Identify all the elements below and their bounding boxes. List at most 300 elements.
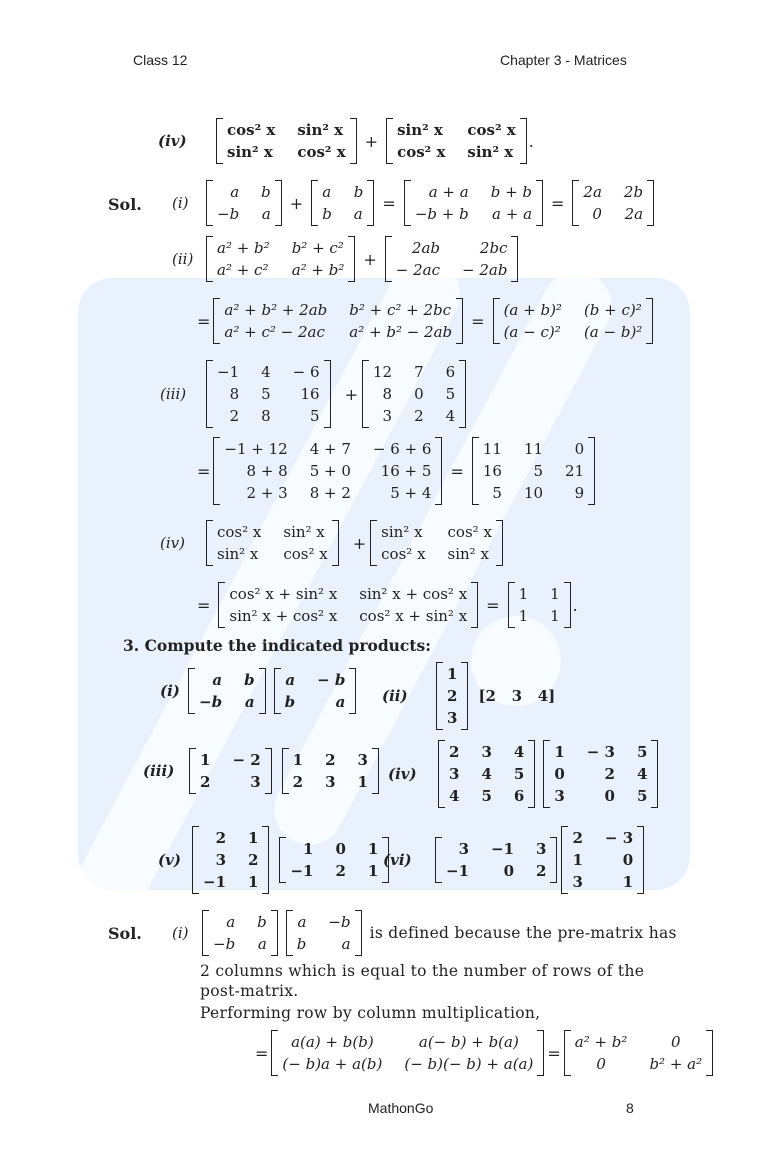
matrix-cell: 12 (372, 363, 393, 381)
sol3-i-line (172, 910, 677, 956)
bracket-right (372, 748, 379, 794)
matrix (435, 837, 557, 883)
matrix-cell: 5 (513, 765, 525, 783)
bracket-left (436, 662, 443, 730)
item-label: (iii) (143, 762, 175, 780)
matrix-cell: b² + c² (291, 239, 344, 257)
matrix-cell: a(a) + b(b) (291, 1033, 374, 1051)
matrix-cell: cos² x (283, 545, 328, 563)
matrix-cell: 4 (445, 407, 456, 425)
matrix (274, 668, 357, 714)
matrix-cell: 2 (325, 751, 336, 769)
bracket-left (282, 748, 289, 794)
q3-i-line (160, 668, 358, 714)
plus-operator: + (364, 131, 379, 151)
bracket-left (362, 360, 369, 428)
matrix-cell: − 2 (232, 751, 261, 769)
matrix-cell: cos² x (381, 545, 426, 563)
matrix-cell: 2 (604, 765, 615, 783)
bracket-left (216, 118, 223, 164)
matrix-cell: 3 (215, 851, 227, 869)
matrix-cell: b² + c² + 2bc (349, 301, 452, 319)
matrix-cell: −b (217, 205, 240, 223)
bracket-right (647, 180, 654, 226)
matrix (279, 837, 389, 883)
matrix-cell: a (335, 693, 346, 711)
matrix-cell: 0 (414, 385, 424, 403)
matrix-grid (369, 360, 459, 428)
q3-vi-line (383, 826, 646, 894)
bracket-right (456, 298, 463, 344)
page-number: 8 (626, 1100, 634, 1116)
matrix-cell: − 3 (604, 829, 634, 847)
sol-iii-line (160, 360, 468, 428)
matrix-cell: a² + b² (574, 1033, 628, 1051)
matrix-cell: sin² x (297, 121, 344, 139)
matrix-grid (568, 826, 637, 894)
matrix (508, 582, 571, 628)
sol-ii-result-line (196, 298, 655, 344)
matrix-cell: 1 (292, 751, 304, 769)
matrix-grid (500, 298, 647, 344)
matrix (311, 180, 374, 226)
plus-operator: + (344, 384, 358, 404)
matrix-cell: cos² x (297, 143, 346, 161)
matrix-grid (213, 180, 275, 226)
bracket-left (572, 180, 579, 226)
matrix-grid (223, 118, 350, 164)
bracket-right (367, 180, 374, 226)
matrix (436, 662, 468, 730)
matrix (543, 740, 658, 808)
matrix-cell: 11 (523, 440, 544, 458)
bracket-right (637, 826, 644, 894)
row-matrix: [2 3 4] (478, 687, 556, 705)
matrix-cell: 0 (592, 205, 602, 223)
matrix-cell: (a − b)² (583, 323, 643, 341)
bracket-right (496, 520, 503, 566)
bracket-right (651, 740, 658, 808)
matrix-cell: cos² x (467, 121, 516, 139)
matrix-cell: a² + b² + 2ab (224, 301, 328, 319)
matrix-cell: 1 (200, 751, 211, 769)
matrix-cell: cos² x + sin² x (229, 585, 338, 603)
matrix-cell: 4 + 7 (309, 440, 351, 458)
bracket-right (520, 118, 527, 164)
matrix-cell: 5 + 0 (309, 462, 351, 480)
matrix-cell: −1 (203, 873, 227, 891)
plus-operator: + (352, 533, 367, 553)
matrix-cell: 2 (200, 773, 211, 791)
question-3-title: 3. Compute the indicated products: (123, 636, 431, 655)
matrix-cell: 2 (229, 407, 240, 425)
plus-operator: + (289, 193, 304, 213)
matrix-cell: 6 (513, 787, 525, 805)
matrix-cell: 0 (554, 765, 565, 783)
sol3-i-result-line (254, 1030, 715, 1076)
matrix-cell: (a − c)² (503, 323, 561, 341)
matrix-grid (571, 1030, 706, 1076)
matrix-cell: a (226, 913, 236, 931)
matrix-cell: 0 (335, 840, 346, 858)
matrix-cell: 11 (482, 440, 502, 458)
matrix-cell: 2 (335, 862, 346, 880)
matrix-grid (213, 520, 332, 566)
bracket-left (279, 837, 286, 883)
matrix-cell: 2 + 3 (246, 484, 288, 502)
matrix-grid (289, 748, 372, 794)
matrix-cell: 0 (574, 440, 585, 458)
matrix-cell: 0 (503, 862, 515, 880)
matrix-cell: 16 (300, 385, 320, 403)
solution-label: Sol. (108, 924, 142, 943)
matrix (206, 360, 331, 428)
item-label: (i) (172, 924, 189, 942)
matrix-cell: cos² x (227, 121, 276, 139)
matrix (206, 520, 339, 566)
bracket-right (265, 748, 272, 794)
matrix-grid (443, 662, 461, 730)
matrix (206, 180, 282, 226)
matrix-cell: sin² x (227, 143, 273, 161)
bracket-left (386, 118, 393, 164)
sol-ii-line (172, 236, 520, 282)
matrix-cell: a (285, 671, 296, 689)
matrix-cell: 0 (604, 787, 615, 805)
bracket-right (271, 910, 278, 956)
bracket-left (385, 236, 392, 282)
matrix-grid (220, 437, 435, 505)
matrix-cell: b (244, 671, 255, 689)
matrix-cell: (a + b)² (503, 301, 562, 319)
matrix-grid (195, 668, 259, 714)
matrix-cell: b (261, 183, 271, 201)
q3-ii-line (382, 662, 555, 730)
matrix (213, 437, 442, 505)
header-chapter: Chapter 3 - Matrices (500, 52, 627, 68)
equals-operator: = (486, 595, 500, 615)
matrix-cell: 2 (248, 851, 259, 869)
bracket-left (311, 180, 318, 226)
matrix-cell: 1 (303, 840, 314, 858)
matrix (192, 826, 269, 894)
bracket-left (213, 298, 220, 344)
sol-iv-line (160, 520, 505, 566)
matrix-cell: 16 + 5 (380, 462, 432, 480)
bracket-right (459, 360, 466, 428)
matrix-cell: 5 (481, 787, 492, 805)
matrix-cell: 9 (574, 484, 585, 502)
bracket-right (550, 837, 557, 883)
matrix-cell: sin² x (381, 523, 423, 541)
matrix-cell: −1 + 12 (224, 440, 288, 458)
matrix-cell: 1 (622, 873, 634, 891)
matrix-cell: 8 + 8 (246, 462, 288, 480)
equals-operator: = (197, 311, 211, 331)
item-label: (vi) (383, 851, 412, 869)
bracket-left (271, 1030, 278, 1076)
bracket-right (536, 180, 543, 226)
bracket-right (646, 298, 653, 344)
matrix-cell: 1 (248, 829, 259, 847)
equals-operator: = (547, 1043, 561, 1063)
matrix-cell: 21 (565, 462, 585, 480)
bracket-left (438, 740, 445, 808)
bracket-right (435, 437, 442, 505)
matrix-cell: a (261, 205, 271, 223)
matrix-cell: 5 (445, 385, 456, 403)
matrix-cell: 0 (671, 1033, 681, 1051)
matrix-cell: 4 (449, 787, 460, 805)
bracket-left (543, 740, 550, 808)
matrix-cell: b² + a² (649, 1055, 703, 1073)
matrix-cell: 1 (367, 862, 379, 880)
matrix-cell: 2ab (411, 239, 441, 257)
matrix-cell: b + b (490, 183, 533, 201)
matrix-cell: 3 (536, 840, 547, 858)
bracket-left (493, 298, 500, 344)
matrix-grid (281, 668, 350, 714)
matrix-cell: 3 (357, 751, 368, 769)
matrix-cell: 8 (382, 385, 393, 403)
matrix-cell: a² + c² (217, 261, 269, 279)
matrix-cell: b (284, 693, 296, 711)
explanation-text: 2 columns which is equal to the number of rows of the (200, 962, 645, 980)
matrix-cell: 2a (583, 183, 602, 201)
matrix-grid (209, 910, 271, 956)
item-label: (iii) (160, 385, 187, 403)
matrix-cell: a (341, 935, 351, 953)
matrix-cell: a(− b) + b(a) (418, 1033, 519, 1051)
item-label: (iv) (160, 534, 185, 552)
matrix-cell: sin² x (217, 545, 259, 563)
matrix-cell: 1 (357, 773, 368, 791)
matrix-cell: a (297, 913, 307, 931)
bracket-left (472, 437, 479, 505)
matrix-cell: 1 (550, 585, 560, 603)
bracket-left (213, 437, 220, 505)
matrix-cell: sin² x (283, 523, 325, 541)
matrix-cell: a (212, 671, 223, 689)
bracket-left (561, 826, 568, 894)
matrix (370, 520, 503, 566)
matrix (188, 668, 266, 714)
period: . (528, 131, 534, 151)
matrix-cell: 5 (492, 484, 502, 502)
matrix-cell: −b (328, 913, 351, 931)
matrix-cell: a (257, 935, 267, 953)
matrix-grid (445, 740, 528, 808)
bracket-left (218, 582, 225, 628)
matrix-cell: (− b)a + a(b) (282, 1055, 383, 1073)
bracket-right (262, 826, 269, 894)
matrix-cell: 3 (447, 709, 458, 727)
matrix-cell: 3 (382, 407, 393, 425)
matrix (386, 118, 527, 164)
matrix-cell: 1 (447, 665, 458, 683)
matrix-cell: a + a (492, 205, 533, 223)
matrix-cell: 2 (447, 687, 458, 705)
matrix-grid (515, 582, 564, 628)
matrix-cell: 8 (229, 385, 240, 403)
bracket-right (324, 360, 331, 428)
matrix-grid (213, 360, 324, 428)
matrix-cell: 0 (596, 1055, 606, 1073)
matrix-grid (579, 180, 647, 226)
matrix-cell: 1 (554, 743, 565, 761)
bracket-right (471, 582, 478, 628)
bracket-left (192, 826, 199, 894)
matrix-cell: 4 (513, 743, 525, 761)
matrix-cell: 2 (536, 862, 547, 880)
q3-v-line (158, 826, 391, 894)
matrix-cell: 1 (518, 585, 529, 603)
bracket-right (355, 910, 362, 956)
matrix (206, 236, 355, 282)
sol-iv-result-line (196, 582, 578, 628)
matrix-cell: 2 (414, 407, 424, 425)
matrix-cell: 2bc (479, 239, 508, 257)
q3-iv-line (388, 740, 660, 808)
matrix-cell: a + a (428, 183, 469, 201)
matrix-cell: 5 + 4 (390, 484, 432, 502)
matrix-cell: 2 (215, 829, 227, 847)
bracket-right (528, 740, 535, 808)
sol-i-line (172, 180, 656, 226)
matrix-grid (377, 520, 496, 566)
matrix-grid (278, 1030, 537, 1076)
bracket-left (370, 520, 377, 566)
matrix-cell: 4 (481, 765, 492, 783)
matrix-cell: −b (199, 693, 223, 711)
matrix-cell: 5 (636, 787, 648, 805)
matrix (438, 740, 535, 808)
bracket-left (206, 520, 213, 566)
matrix-cell: −b + b (414, 205, 469, 223)
matrix-cell: cos² x (397, 143, 446, 161)
bracket-left (202, 910, 209, 956)
matrix-grid (442, 837, 550, 883)
plus-operator: + (363, 249, 377, 269)
header-class: Class 12 (133, 52, 188, 68)
equals-operator: = (551, 193, 565, 213)
item-label: (ii) (382, 687, 408, 705)
matrix-cell: sin² x (397, 121, 443, 139)
matrix-cell: 7 (414, 363, 424, 381)
matrix (564, 1030, 713, 1076)
matrix-cell: a² + b² (217, 239, 270, 257)
matrix (271, 1030, 544, 1076)
matrix-grid (479, 437, 588, 505)
matrix-cell: 5 (636, 743, 648, 761)
matrix-cell: 1 (518, 607, 529, 625)
matrix-cell: 1 (572, 851, 583, 869)
matrix-cell: 16 (482, 462, 502, 480)
item-label: (v) (158, 851, 181, 869)
bracket-right (511, 236, 518, 282)
matrix-cell: a² + b² − 2ab (349, 323, 453, 341)
matrix-cell: a (322, 183, 332, 201)
explanation-text: is defined because the pre-matrix has (369, 924, 677, 942)
matrix-cell: b (257, 913, 267, 931)
matrix-cell: 3 (554, 787, 565, 805)
matrix-cell: sin² x + cos² x (359, 585, 468, 603)
bracket-left (274, 668, 281, 714)
matrix-cell: − 6 + 6 (372, 440, 432, 458)
matrix-cell: 5 (310, 407, 320, 425)
matrix-cell: sin² x (447, 545, 489, 563)
matrix-cell: cos² x (447, 523, 492, 541)
matrix-cell: b (353, 183, 364, 201)
matrix-cell: a² + c² − 2ac (224, 323, 325, 341)
item-label: (i) (172, 194, 189, 212)
matrix (218, 582, 478, 628)
matrix-cell: a (230, 183, 240, 201)
solution-label: Sol. (108, 195, 142, 214)
matrix-grid (225, 582, 471, 628)
matrix-cell: 1 (550, 607, 560, 625)
matrix-cell: 1 (248, 873, 259, 891)
item-label: (iv) (158, 132, 187, 150)
matrix-cell: 3 (458, 840, 470, 858)
bracket-right (461, 662, 468, 730)
matrix (189, 748, 272, 794)
matrix-cell: − 3 (586, 743, 615, 761)
matrix-grid (392, 236, 512, 282)
matrix-cell: 3 (481, 743, 492, 761)
matrix-cell: −1 (491, 840, 515, 858)
matrix-cell: b (322, 205, 332, 223)
matrix-cell: 3 (325, 773, 336, 791)
equals-operator: = (382, 193, 396, 213)
matrix-grid (220, 298, 456, 344)
bracket-left (286, 910, 293, 956)
matrix-cell: 8 + 2 (309, 484, 351, 502)
bracket-left (404, 180, 411, 226)
bracket-right (350, 118, 357, 164)
bracket-left (206, 180, 213, 226)
bracket-left (188, 668, 195, 714)
bracket-left (206, 360, 213, 428)
q3-iii-line (143, 748, 381, 794)
matrix-cell: 10 (523, 484, 544, 502)
period: . (572, 595, 578, 615)
matrix-cell: 0 (622, 851, 634, 869)
question-iv-line (158, 118, 534, 164)
matrix-cell: 6 (445, 363, 456, 381)
matrix-grid (293, 910, 355, 956)
matrix (385, 236, 519, 282)
bracket-right (564, 582, 571, 628)
matrix-cell: a² + b² (291, 261, 345, 279)
matrix-grid (199, 826, 262, 894)
item-label: (ii) (172, 250, 194, 268)
item-label: (iv) (388, 765, 417, 783)
matrix (202, 910, 278, 956)
matrix-grid (318, 180, 367, 226)
matrix-grid (550, 740, 651, 808)
matrix (561, 826, 644, 894)
bracket-right (706, 1030, 713, 1076)
matrix-cell: (b + c)² (583, 301, 642, 319)
sol-iii-result-line (196, 437, 597, 505)
matrix (216, 118, 357, 164)
matrix-cell: sin² x (467, 143, 514, 161)
matrix-cell: −1 (446, 862, 470, 880)
bracket-right (348, 236, 355, 282)
matrix-cell: 3 (449, 765, 460, 783)
matrix-cell: −b (213, 935, 236, 953)
